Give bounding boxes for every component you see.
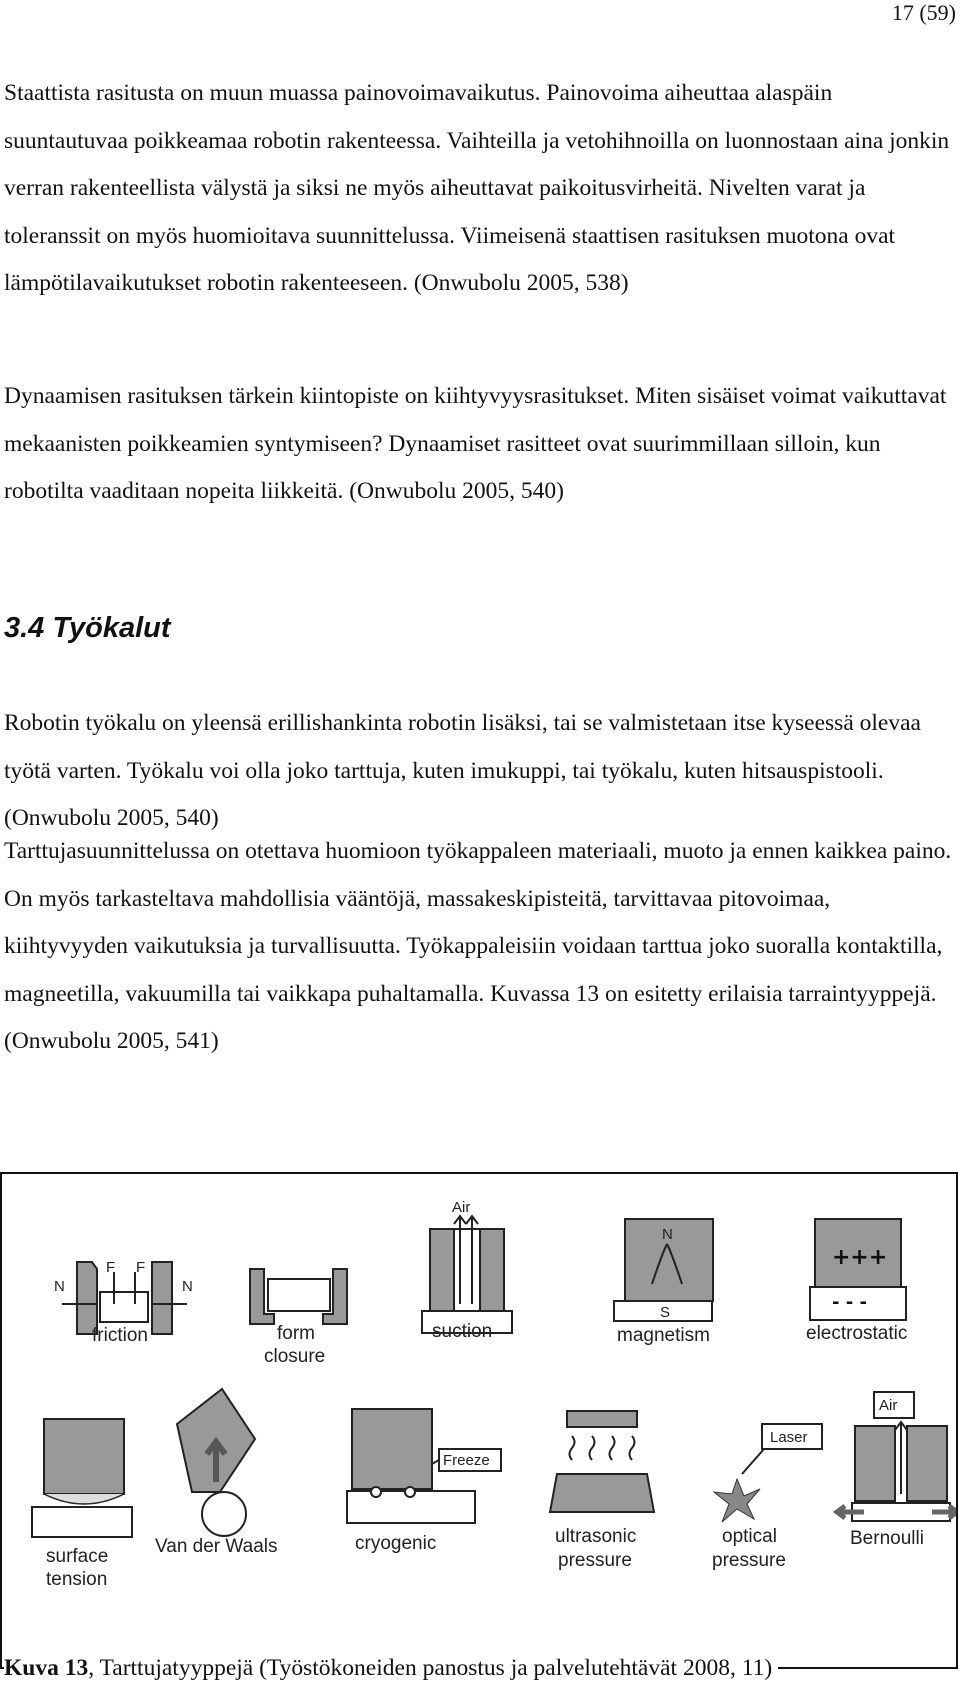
page-number: 17 (59) [891, 0, 956, 25]
van-der-waals-illustration [177, 1389, 255, 1536]
friction-n-left-label: N [54, 1278, 65, 1295]
magnetism-label: magnetism [617, 1325, 710, 1346]
friction-n-right-label: N [182, 1278, 193, 1295]
suction-air-label: Air [452, 1199, 471, 1216]
optical-label-1: optical [722, 1526, 777, 1547]
suction-illustration [422, 1216, 512, 1333]
friction-label: friction [92, 1325, 148, 1346]
figure-caption-text: , Tarttujatyyppejä (Työstökoneiden panostus ja palvelutehtävät 2008, 11) [88, 1655, 773, 1681]
figure-caption [4, 1654, 778, 1682]
gripper-types-figure [0, 1172, 958, 1669]
cryogenic-freeze-label: Freeze [443, 1452, 490, 1469]
electrostatic-label: electrostatic [806, 1323, 908, 1344]
paragraph-static-stress: Staattista rasitusta on muun muassa painovoimavaikutus. Painovoima aiheuttaa alaspäin suuntautuvaa poikkeamaa robotin rakenteessa. Vaihteilla ja vetohihnoilla on luonnostaan aina jonkin verran rakenteellista välystä ja siksi ne myös aiheuttavat paikoitusvirheitä. Nivelten varat ja toleranssit on myös huomioitava suunnittelussa. Viimeisenä staattisen rasituksen muotona ovat lämpötilavaikutukset robotin rakenteeseen. (Onwubolu 2005, 538) [4, 80, 950, 296]
ultrasonic-label-1: ultrasonic [555, 1526, 637, 1547]
magnet-n-label: N [662, 1226, 673, 1243]
paragraph-dynamic-stress: Dynaamisen rasituksen tärkein kiintopiste on kiihtyvyysrasitukset. Miten sisäiset voimat vaikuttavat mekaanisten poikkeamien syntymiseen? Dynaamiset rasitteet ovat suurimmillaan silloin, kun robotilta vaaditaan nopeita liikkeitä. (Onwubolu 2005, 540) [4, 383, 947, 504]
friction-illustration [54, 1259, 193, 1334]
ultrasonic-label-2: pressure [558, 1550, 632, 1571]
gripper-types-diagram [2, 1174, 956, 1667]
optical-label-2: pressure [712, 1550, 786, 1571]
figure-caption-label: Kuva 13 [4, 1655, 89, 1681]
van-der-waals-label: Van der Waals [155, 1536, 278, 1557]
bernoulli-air-label: Air [879, 1397, 898, 1414]
friction-f-right-label: F [136, 1259, 146, 1276]
bernoulli-label: Bernoulli [850, 1528, 924, 1549]
form-closure-label-2: closure [264, 1346, 326, 1367]
paragraph-gripper-design: Tarttujasuunnittelussa on otettava huomioon työkappaleen materiaali, muoto ja ennen kaikkea paino. On myös tarkasteltava mahdollisia vääntöjä, massakeskipisteitä, tarvittavaa pitovoimaa, kiihtyvyyden vaikutuksia ja turvallisuutta. Työkappaleisiin voidaan tarttua joko suoralla kontaktilla, magneetilla, vakuumilla tai vaikkapa puhaltamalla. Kuvassa 13 on esitetty erilaisia tarraintyyppejä. (Onwubolu 2005, 541) [4, 838, 952, 1054]
section-heading: 3.4 Työkalut [4, 612, 171, 644]
form-closure-illustration [250, 1269, 347, 1324]
friction-f-left-label: F [106, 1259, 116, 1276]
paragraph-tools: Robotin työkalu on yleensä erillishankinta robotin lisäksi, tai se valmistetaan itse kyseessä olevaa työtä varten. Työkalu voi olla joko tarttuja, kuten imukuppi, tai työkalu, kuten hitsauspistooli. (Onwubolu 2005, 540) [4, 710, 921, 831]
surface-tension-label-1: surface [46, 1546, 109, 1567]
suction-label: suction [432, 1321, 493, 1342]
magnet-s-label: S [660, 1304, 671, 1321]
electrostatic-plus-label: +++ [832, 1245, 888, 1270]
ultrasonic-illustration [550, 1411, 654, 1512]
optical-laser-label: Laser [770, 1429, 808, 1446]
form-closure-label-1: form [277, 1323, 315, 1344]
electrostatic-minus-label: - - - [832, 1292, 867, 1313]
cryogenic-label: cryogenic [355, 1533, 437, 1554]
surface-tension-label-2: tension [46, 1569, 108, 1590]
surface-tension-illustration [32, 1419, 132, 1537]
